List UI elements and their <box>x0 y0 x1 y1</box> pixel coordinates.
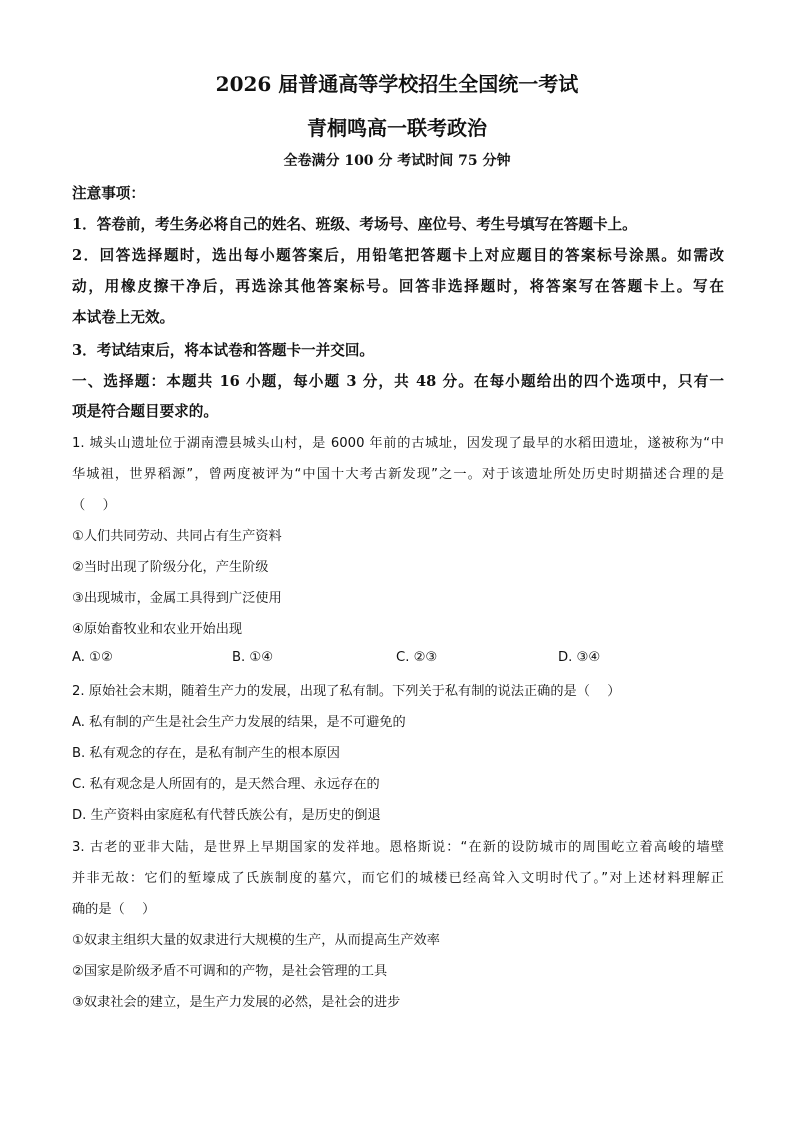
q1-option-b: B. ①④ <box>232 650 274 665</box>
note-2-line-3: 本试卷上无效。 <box>72 309 175 326</box>
q1-statement-1: ①人们共同劳动、共同占有生产资料 <box>72 529 282 544</box>
q2-option-a: A. 私有制的产生是社会生产力发展的结果，是不可避免的 <box>72 715 406 730</box>
q1-statement-2: ②当时出现了阶级分化，产生阶级 <box>72 560 269 575</box>
q2-stem: 2. 原始社会末期，随着生产力的发展，出现了私有制。下列关于私有制的说法正确的是（ ） <box>72 684 621 699</box>
note-2-line-2: 动，用橡皮擦干净后，再选涂其他答案标号。回答非选择题时，将答案写在答题卡上。写在 <box>72 278 724 295</box>
q3-statement-1: ①奴隶主组织大量的奴隶进行大规模的生产，从而提高生产效率 <box>72 933 440 948</box>
q2-option-d: D. 生产资料由家庭私有代替氏族公有，是历史的倒退 <box>72 808 381 823</box>
q1-stem-line-3: （ ） <box>72 498 116 513</box>
note-3: 3．考试结束后，将本试卷和答题卡一并交回。 <box>72 342 375 359</box>
q1-option-c: C. ②③ <box>396 650 438 665</box>
q2-option-c: C. 私有观念是人所固有的，是天然合理、永远存在的 <box>72 777 380 792</box>
q1-stem-line-1: 1. 城头山遗址位于湖南澧县城头山村，是 6000 年前的古城址，因发现了最早的水稻田遗址，遂被称为“中 <box>72 436 724 451</box>
section-heading-line-1: 一、选择题：本题共 16 小题，每小题 3 分，共 48 分。在每小题给出的四个选项中，只有一 <box>72 373 724 390</box>
exam-title: 2026 届普通高等学校招生全国统一考试 <box>215 72 579 96</box>
q1-stem-line-2: 华城祖，世界稻源”，曾两度被评为“中国十大考古新发现”之一。对于该遗址所处历史时期描述合理的是 <box>72 467 724 482</box>
exam-subtitle: 青桐鸣高一联考政治 <box>307 116 487 140</box>
q2-option-b: B. 私有观念的存在，是私有制产生的根本原因 <box>72 746 340 761</box>
exam-meta: 全卷满分 100 分 考试时间 75 分钟 <box>283 153 511 169</box>
note-2-line-1: 2．回答选择题时，选出每小题答案后，用铅笔把答题卡上对应题目的答案标号涂黑。如需改 <box>72 247 724 264</box>
q1-option-a: A. ①② <box>72 650 113 665</box>
q3-stem-line-3: 确的是（ ） <box>72 902 156 917</box>
q3-statement-2: ②国家是阶级矛盾不可调和的产物，是社会管理的工具 <box>72 964 388 979</box>
q3-stem-line-2: 并非无故：它们的堑壕成了氏族制度的墓穴，而它们的城楼已经高耸入文明时代了。”对上述材料理解正 <box>72 871 724 886</box>
q1-option-d: D. ③④ <box>558 650 601 665</box>
q1-statement-3: ③出现城市，金属工具得到广泛使用 <box>72 591 282 606</box>
q1-statement-4: ④原始畜牧业和农业开始出现 <box>72 622 243 637</box>
q3-statement-3: ③奴隶社会的建立，是生产力发展的必然，是社会的进步 <box>72 995 401 1010</box>
q3-stem-line-1: 3. 古老的亚非大陆，是世界上早期国家的发祥地。恩格斯说：“在新的设防城市的周围屹立着高峻的墙壁 <box>72 840 724 855</box>
section-heading-line-2: 项是符合题目要求的。 <box>72 403 218 420</box>
notes-heading: 注意事项： <box>72 185 145 202</box>
note-1: 1．答卷前，考生务必将自己的姓名、班级、考场号、座位号、考生号填写在答题卡上。 <box>72 216 637 233</box>
